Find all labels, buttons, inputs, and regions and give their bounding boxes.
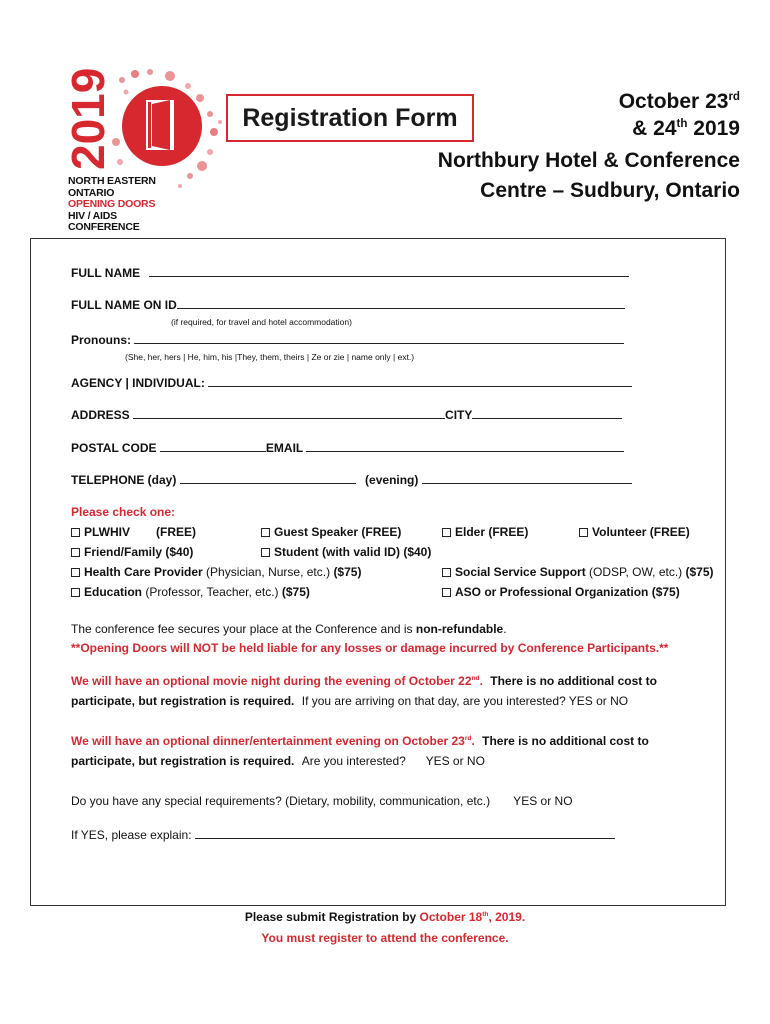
agency-field[interactable] <box>208 375 632 387</box>
option-plwhiv[interactable] <box>71 525 196 539</box>
dinner-note-bold-2: participate, but registration is required. <box>71 754 295 768</box>
fee-note-text: The conference fee secures your place at the Conference and is <box>71 622 416 636</box>
logo-line: NORTH EASTERN <box>68 175 156 187</box>
full-name-row <box>71 265 629 280</box>
checkbox[interactable] <box>71 588 80 597</box>
option-label: Guest Speaker (FREE) <box>274 525 402 539</box>
logo-text <box>68 176 156 234</box>
telephone-row <box>71 472 632 487</box>
email-field[interactable] <box>306 440 624 452</box>
movie-note-red: We will have an optional movie night during the evening of October 22 <box>71 674 472 688</box>
option-detail: (Physician, Nurse, etc.) <box>202 565 334 579</box>
movie-note-bold: There is no additional cost to <box>490 674 657 688</box>
option-label: Education <box>84 585 143 599</box>
movie-note-line-2 <box>71 694 628 708</box>
telephone-evening-label: (evening) <box>365 473 419 487</box>
postal-email-row <box>71 440 624 455</box>
special-requirements: Do you have any special requirements? (Dietary, mobility, communication, etc.) YES or NO <box>71 794 573 808</box>
logo-year: 2019 <box>62 67 114 170</box>
fee-note <box>71 622 507 636</box>
submit-date: October 18 <box>419 910 483 924</box>
date-suffix: th <box>676 118 688 130</box>
submit-text: Please submit Registration by <box>244 910 420 924</box>
telephone-day-label: TELEPHONE (day) <box>71 473 177 487</box>
option-fee: ($75) <box>281 585 310 599</box>
option-health-care[interactable] <box>71 565 361 579</box>
full-name-id-field[interactable] <box>177 297 625 309</box>
movie-question: If you are arriving on that day, are you interested? YES or NO <box>301 694 629 708</box>
full-name-id-note: (if required, for travel and hotel accommodation) <box>171 317 352 327</box>
option-detail: (ODSP, OW, etc.) <box>585 565 686 579</box>
option-education[interactable] <box>71 585 310 599</box>
movie-note-red-end: . <box>479 674 483 688</box>
option-elder[interactable] <box>442 525 528 539</box>
telephone-evening-field[interactable] <box>422 472 632 484</box>
date-suffix: rd <box>728 91 740 103</box>
dinner-question: Are you interested? YES or NO <box>301 754 485 768</box>
options-heading: Please check one: <box>71 505 176 519</box>
option-label: Friend/Family ($40) <box>84 545 194 559</box>
checkbox[interactable] <box>71 548 80 557</box>
option-fee: ($75) <box>685 565 714 579</box>
must-register-note: You must register to attend the conference. <box>261 931 509 945</box>
option-label: Elder (FREE) <box>455 525 529 539</box>
checkbox[interactable] <box>442 568 451 577</box>
dinner-note-red: We will have an optional dinner/entertainment evening on October 23 <box>71 734 465 748</box>
option-guest-speaker[interactable] <box>261 525 401 539</box>
movie-note-line-1 <box>71 674 657 688</box>
submit-sup: th <box>482 911 489 918</box>
postal-code-field[interactable] <box>160 440 266 452</box>
checkbox[interactable] <box>261 528 270 537</box>
date-year: 2019 <box>687 117 740 140</box>
checkbox[interactable] <box>261 548 270 557</box>
venue-line-2: Centre – Sudbury, Ontario <box>480 179 740 202</box>
city-field[interactable] <box>472 407 622 419</box>
telephone-day-field[interactable] <box>180 472 356 484</box>
address-row <box>71 407 622 422</box>
dinner-note-red-end: . <box>471 734 475 748</box>
dinner-note-bold: There is no additional cost to <box>482 734 649 748</box>
logo-line: ONTARIO <box>68 186 115 199</box>
option-aso[interactable] <box>442 585 680 599</box>
event-dates <box>619 88 740 142</box>
option-label: PLWHIV <box>84 525 131 539</box>
dinner-note-sup: rd <box>464 735 472 742</box>
explain-label: If YES, please explain: <box>71 828 192 842</box>
option-label: Health Care Provider <box>84 565 203 579</box>
full-name-label: FULL NAME <box>71 266 141 280</box>
option-volunteer[interactable] <box>579 525 690 539</box>
pronouns-row <box>71 332 624 347</box>
agency-row <box>71 375 632 390</box>
address-label: ADDRESS <box>71 408 130 422</box>
pronouns-note: (She, her, hers | He, him, his |They, them, theirs | Ze or zie | name only | ext.) <box>125 352 415 362</box>
venue <box>438 146 740 206</box>
postal-code-label: POSTAL CODE <box>71 441 157 455</box>
option-label: ASO or Professional Organization ($75) <box>455 585 680 599</box>
option-social-service[interactable] <box>442 565 714 579</box>
dinner-note-line-2 <box>71 754 485 768</box>
checkbox[interactable] <box>442 588 451 597</box>
date-line-2: & 24 <box>632 117 677 140</box>
option-label: Student (with valid ID) ($40) <box>274 545 432 559</box>
address-field[interactable] <box>133 407 445 419</box>
option-friend-family[interactable] <box>71 545 193 559</box>
city-label: CITY <box>445 408 473 422</box>
agency-label: AGENCY | INDIVIDUAL: <box>71 376 205 390</box>
email-label: EMAIL <box>265 441 304 455</box>
checkbox[interactable] <box>442 528 451 537</box>
full-name-id-label: FULL NAME ON ID <box>71 298 177 312</box>
checkbox[interactable] <box>71 528 80 537</box>
date-line-1: October 23 <box>618 90 729 113</box>
dinner-note-line-1 <box>71 734 649 748</box>
option-fee: ($75) <box>333 565 362 579</box>
full-name-id-row <box>71 297 625 312</box>
checkbox[interactable] <box>71 568 80 577</box>
form-title: Registration Form <box>226 94 474 142</box>
option-detail: (Professor, Teacher, etc.) <box>142 585 282 599</box>
checkbox[interactable] <box>579 528 588 537</box>
option-label: Social Service Support <box>455 565 586 579</box>
full-name-field[interactable] <box>149 265 629 277</box>
submit-note <box>0 910 770 924</box>
pronouns-label: Pronouns: <box>71 333 131 347</box>
venue-line-1: Northbury Hotel & Conference <box>437 149 740 172</box>
registration-form <box>30 238 726 906</box>
option-fee: (FREE) <box>156 525 197 539</box>
pronouns-field[interactable] <box>134 332 624 344</box>
logo-line: OPENING DOORS <box>68 198 156 210</box>
liability-note: **Opening Doors will NOT be held liable for any losses or damage incurred by Conference Participants.** <box>71 641 669 655</box>
movie-note-bold-2: participate, but registration is required. <box>71 694 295 708</box>
logo-line: CONFERENCE <box>68 221 140 233</box>
fee-note-bold: non-refundable <box>415 622 504 636</box>
submit-year: , 2019. <box>488 910 526 924</box>
fee-note-end: . <box>503 622 507 636</box>
option-label: Volunteer (FREE) <box>592 525 690 539</box>
movie-note-sup: nd <box>471 675 480 682</box>
option-student[interactable] <box>261 545 431 559</box>
explain-row <box>71 827 615 842</box>
explain-field[interactable] <box>195 827 615 839</box>
logo-line: HIV / AIDS <box>68 209 117 222</box>
